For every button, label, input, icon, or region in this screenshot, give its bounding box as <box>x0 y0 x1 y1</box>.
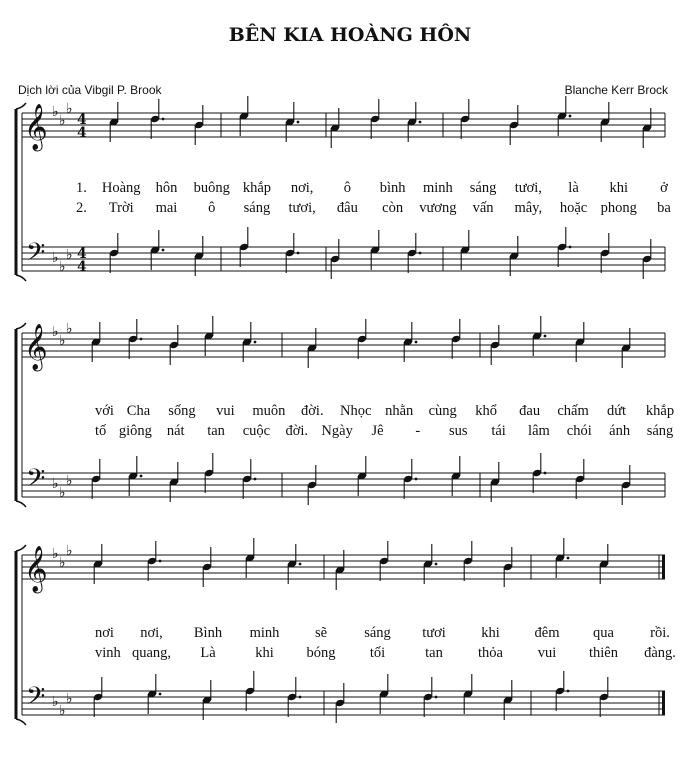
lyric-verse1-word: chấm <box>557 403 589 419</box>
lyric-verse2-word: thỏa <box>478 645 503 661</box>
lyric-verse2-word: vui <box>537 645 557 661</box>
lyric-verse1-word: minh <box>422 180 453 196</box>
treble-note-dot <box>569 115 572 118</box>
lyric-verse1-word: khi <box>609 180 629 196</box>
lyric-verse1-word: Cha <box>126 403 151 419</box>
final-barline <box>662 691 665 715</box>
lyric-verse1-word: tươi, <box>514 180 542 196</box>
final-barline <box>662 555 665 579</box>
flat-icon: ♭ <box>59 333 66 349</box>
lyric-verse1-word: vui <box>216 403 235 419</box>
lyric-verse2-word: tan <box>425 645 443 661</box>
lyric-verse2-word: mai <box>155 200 178 216</box>
lyric-verse1-word: đau <box>519 403 541 419</box>
lyric-verse2-word: tươi, <box>288 200 316 216</box>
lyric-verse1-word: ở <box>660 180 668 196</box>
lyric-verse2-word: chói <box>566 423 592 439</box>
treble-note-dot <box>297 121 300 124</box>
treble-clef-icon: 𝄞 <box>24 324 48 370</box>
flat-icon: ♭ <box>52 104 59 120</box>
lyric-verse2-word: vinh <box>95 645 121 661</box>
lyric-verse2-word: cuộc <box>242 423 271 439</box>
flat-icon: ♭ <box>66 321 73 337</box>
lyric-verse2-word: đâu <box>336 200 358 216</box>
flat-icon: ♭ <box>66 543 73 559</box>
time-signature-bottom: 4 <box>77 259 87 275</box>
treble-note-dot <box>140 338 143 341</box>
lyric-verse2-word: Trời <box>108 200 134 216</box>
bass-clef-icon: 𝄢 <box>26 238 46 273</box>
time-signature-top: 4 <box>77 112 87 128</box>
lyric-verse2-word: nát <box>166 423 185 439</box>
lyric-verse1-word: dứt <box>606 403 627 419</box>
bass-note-dot <box>140 475 143 478</box>
lyric-verse2-word: còn <box>382 200 404 216</box>
flat-icon: ♭ <box>52 324 59 340</box>
lyric-verse2-word: Ngày <box>321 423 353 439</box>
treble-note-dot <box>254 341 257 344</box>
lyric-verse1-word: khắp <box>242 180 272 196</box>
flat-icon: ♭ <box>52 694 59 710</box>
lyric-verse2-word: đàng. <box>644 645 676 661</box>
time-signature-top: 4 <box>77 246 87 262</box>
translator-credit: Dịch lời của Vibgil P. Brook <box>18 83 162 97</box>
treble-note-dot <box>419 121 422 124</box>
lyric-verse1-word: muôn <box>252 403 286 419</box>
lyric-verse2-word: bóng <box>306 645 336 661</box>
lyric-verse2-word: ô <box>208 200 216 216</box>
lyric-verse2-word: sáng <box>646 423 674 439</box>
flat-icon: ♭ <box>59 485 66 501</box>
flat-icon: ♭ <box>59 555 66 571</box>
lyric-verse2-word: khi <box>255 645 274 661</box>
lyric-verse1-word: qua <box>593 625 614 641</box>
lyric-verse2-word: - <box>415 423 421 439</box>
lyric-verse2-word: phong <box>600 200 637 216</box>
bass-note-dot <box>297 252 300 255</box>
song-title: BÊN KIA HOÀNG HÔN <box>228 24 472 46</box>
treble-note-dot <box>299 563 302 566</box>
lyric-verse2-word: sáng <box>243 200 271 216</box>
lyric-verse2-word: lâm <box>528 423 550 439</box>
bass-note-dot <box>569 246 572 249</box>
lyric-verse1-word: đêm <box>534 625 560 641</box>
lyric-verse1-word: nơi, <box>140 625 163 641</box>
bass-note-dot <box>254 478 257 481</box>
lyric-verse2-word: tối <box>369 645 386 661</box>
lyric-verse2-word: tái <box>491 423 506 439</box>
lyric-verse1-word: tươi <box>422 625 446 641</box>
bass-note-dot <box>159 693 162 696</box>
lyric-verse2-word: 2. <box>76 200 87 216</box>
treble-note-dot <box>415 341 418 344</box>
lyric-verse2-word: Jê <box>371 423 384 439</box>
lyric-verse1-word: minh <box>249 625 280 641</box>
bass-note-dot <box>419 252 422 255</box>
lyric-verse1-word: sống <box>168 403 196 419</box>
lyric-verse1-word: sáng <box>364 625 391 641</box>
lyric-verse1-word: khổ <box>475 403 498 419</box>
bass-clef-icon: 𝄢 <box>26 682 46 717</box>
treble-clef-icon: 𝄞 <box>24 546 48 592</box>
lyric-verse1-word: sáng <box>469 180 497 196</box>
treble-note-dot <box>544 335 547 338</box>
lyric-verse2-word: vương <box>419 200 457 216</box>
lyric-verse2-word: tố <box>95 423 107 439</box>
bass-note-dot <box>544 472 547 475</box>
composer-credit: Blanche Kerr Brock <box>564 83 668 97</box>
flat-icon: ♭ <box>66 101 73 117</box>
lyric-verse1-word: hôn <box>155 180 178 196</box>
bass-note-dot <box>435 696 438 699</box>
flat-icon: ♭ <box>59 259 66 275</box>
lyric-verse2-word: đời. <box>285 423 309 439</box>
lyric-verse2-word: giông <box>118 423 152 439</box>
lyric-verse1-word: đời. <box>301 403 324 419</box>
lyric-verse1-word: nơi <box>95 625 114 641</box>
lyric-verse1-word: bình <box>379 180 406 196</box>
flat-icon: ♭ <box>52 546 59 562</box>
lyric-verse1-word: khắp <box>645 403 675 419</box>
lyric-verse1-word: ô <box>343 180 352 196</box>
lyric-verse1-word: nơi, <box>290 180 314 196</box>
bass-note-dot <box>567 690 570 693</box>
lyric-verse2-word: tan <box>207 423 225 439</box>
flat-icon: ♭ <box>66 473 73 489</box>
flat-icon: ♭ <box>59 703 66 719</box>
treble-note-dot <box>567 557 570 560</box>
time-signature-bottom: 4 <box>77 125 87 141</box>
lyric-verse1-word: sẽ <box>314 625 328 641</box>
treble-note-dot <box>435 563 438 566</box>
flat-icon: ♭ <box>52 476 59 492</box>
lyric-verse2-word: thiên <box>589 645 618 661</box>
treble-note-dot <box>162 118 165 121</box>
lyric-verse1-word: buông <box>193 180 230 196</box>
lyric-verse2-word: quang, <box>131 645 172 661</box>
flat-icon: ♭ <box>66 691 73 707</box>
lyric-verse1-word: cùng <box>428 403 457 419</box>
lyric-verse1-word: rồi. <box>650 625 670 641</box>
lyric-verse1-word: Bình <box>193 625 223 641</box>
treble-clef-icon: 𝄞 <box>24 104 48 150</box>
lyric-verse2-word: ba <box>657 200 671 216</box>
lyric-verse1-word: nhằn <box>385 403 414 419</box>
lyric-verse1-word: là <box>568 180 579 196</box>
flat-icon: ♭ <box>59 113 66 129</box>
bass-note-dot <box>162 249 165 252</box>
bass-note-dot <box>299 696 302 699</box>
system-bracket <box>16 719 26 725</box>
flat-icon: ♭ <box>66 247 73 263</box>
bass-note-dot <box>415 478 418 481</box>
lyric-verse2-word: sus <box>448 423 468 439</box>
flat-icon: ♭ <box>52 250 59 266</box>
lyric-verse2-word: Là <box>200 645 216 661</box>
lyric-verse1-word: với <box>95 403 114 419</box>
lyric-verse1-word: khi <box>481 625 500 641</box>
lyric-verse2-word: mây, <box>514 200 543 216</box>
system-bracket <box>16 275 26 281</box>
system-bracket <box>16 501 26 507</box>
lyric-verse1-word: Nhọc <box>340 403 372 419</box>
bass-clef-icon: 𝄢 <box>26 464 46 499</box>
lyric-verse2-word: ánh <box>609 423 631 439</box>
lyric-verse2-word: hoặc <box>559 200 588 216</box>
lyric-verse2-word: vấn <box>472 200 494 216</box>
treble-note-dot <box>159 560 162 563</box>
lyric-verse1-word: Hoàng <box>101 180 141 196</box>
lyric-verse1-word: 1. <box>76 180 87 196</box>
